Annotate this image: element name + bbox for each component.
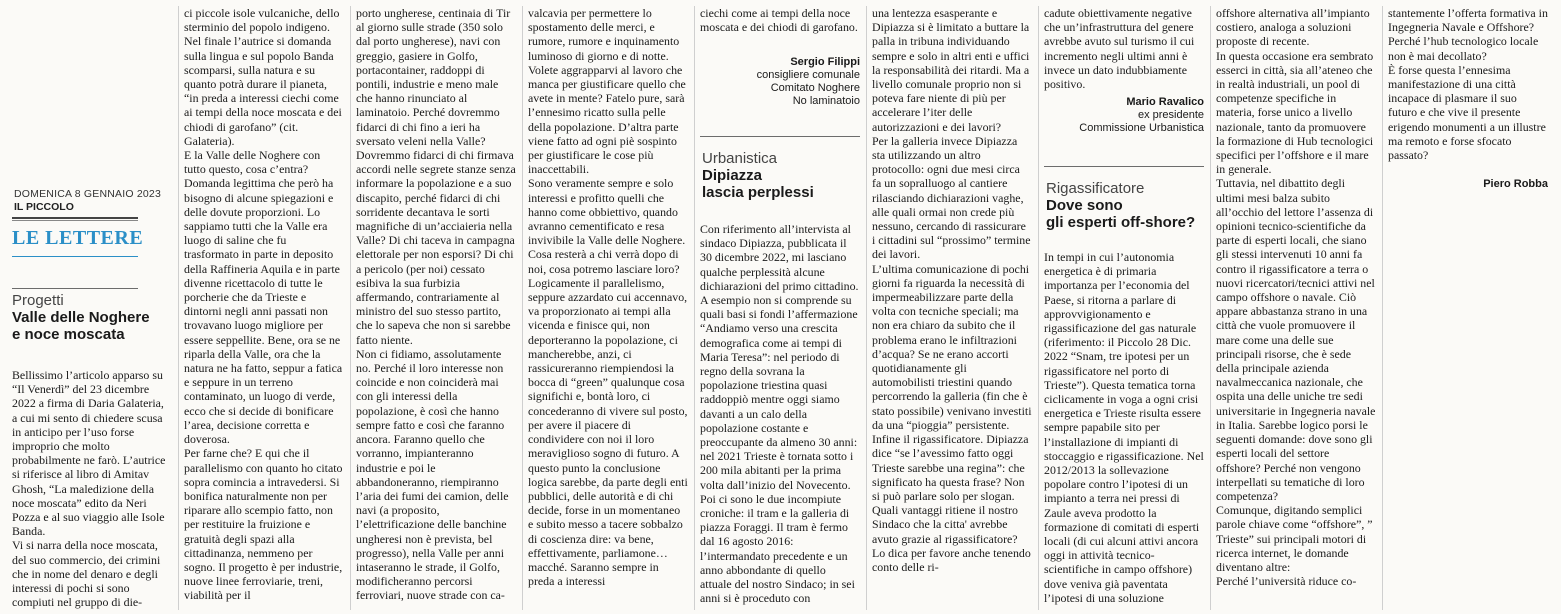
column-divider bbox=[1210, 6, 1211, 610]
article-3-column-1 bbox=[1044, 250, 1204, 610]
article-1-kicker: Progetti bbox=[12, 292, 64, 309]
article-2-column-3 bbox=[1044, 6, 1204, 92]
article-text: offshore alternativa all’impianto costiero, analoga a soluzioni proposte di recente. In questa occasione era sembrato esserci in città, sia all’ateneo che in realtà industriali, un pool di competenze specifiche in materia, forse unico a livello nazionale, tanto da promuovere la formazione di Hub tecnologici specifici per l’offshore e il mare in generale. Tuttavia, nel dibattito degli ultimi mesi balza subito all’occhio del lettore l’assenza di opinioni tecnico-scientifiche da parte di esperti locali, che siano gli stessi intervenuti 10 anni fa contro il rigassificatore a terra o nuovi ricercatori/tecnici attivi nel campo offshore o navale. Ciò appare abbastanza strano in una città che vuole promuovere il mare come una delle sue principali risorse, che è sede della principale azienda navalmeccanica nazionale, che ospita una delle uniche tre sedi universitarie in Ingegneria navale in Italia. Sarebbe logico porsi le seguenti domande: dove sono gli esperti locali del settore offshore? Perché non vengono interpellati su tematiche di loro competenza? Comunque, digitando semplici parole chiave come “offshore”, ” Trieste” sui principali motori di ricerca internet, le domande diventano altre: Perché l’università riduce co- bbox=[1216, 6, 1376, 589]
article-1-title-line2: e noce moscata bbox=[12, 326, 125, 343]
article-1-column-4 bbox=[528, 6, 688, 610]
article-2-title-line2: lascia perplessi bbox=[702, 184, 814, 201]
article-1-rule bbox=[12, 288, 138, 289]
column-divider bbox=[1382, 6, 1383, 610]
article-text: una lentezza esasperante e Dipiazza si è limitato a buttare la palla in tribuna individuando sempre e solo in altri enti e uffici la responsabilità dei ritardi. Ma a livello comunale proprio non si poteva fare niente di più per accelerare l’iter delle autorizzazioni e dei lavori? Per la galleria invece Dipiazza sta utilizzando un altro protocollo: ogni due mesi circa fa un sopralluogo al cantiere rilasciando dichiarazioni vaghe, alle quali ormai non crede più nessuno, cercando di rassicurare i cittadini sul “prossimo” termine dei lavori. L’ultima comunicazione di pochi giorni fa riguarda la necessità di impermeabilizzare parte della volta con tecniche speciali; ma non era chiaro da subito che il problema erano le infiltrazioni d’acqua? Se ne erano accorti quotidianamente gli automobilisti triestini quando percorrendo la galleria (fin che è stato possibile) venivano investiti da una “pioggia” persistente. Infine il rigassificatore. Dipiazza dice “se l’avessimo fatto oggi Trieste sarebbe una regina”: che significato ha questa frase? Non si può parlare solo per slogan. Quali vantaggi ritiene il nostro Sindaco che la citta' avrebbe avuto grazie al rigassificatore? Lo dica per favore anche tenendo conto delle ri- bbox=[872, 6, 1032, 574]
article-3-heading bbox=[1046, 180, 1206, 231]
article-text: Bellissimo l’articolo apparso su “Il Venerdì” del 23 dicembre 2022 a firma di Daria Galateria, a cui mi sento di chiedere scusa in anticipo per l’uso forse improprio che molto probabilmente ne farò. L’autrice si riferisce al libro di Amitav Ghosh, “La maledizione della noce moscata” edito da Neri Pozza e al suo viaggio alle Isole Banda. Vi si narra della noce moscata, del suo commercio, dei crimini che in nome del denaro e degli interessi di pochi si sono compiuti nel gruppo di die- bbox=[12, 368, 166, 610]
article-3-title-line2: gli esperti off-shore? bbox=[1046, 214, 1196, 231]
signature-name: Mario Ravalico bbox=[1126, 96, 1204, 108]
article-1-column-5 bbox=[700, 6, 860, 56]
signature-name: Piero Robba bbox=[1483, 178, 1548, 190]
article-text: ciechi come ai tempi della noce moscata e dei chiodi di garofano. bbox=[700, 6, 858, 35]
article-2-title-line1: Dipiazza bbox=[702, 167, 763, 184]
column-divider bbox=[178, 6, 179, 610]
column-divider bbox=[522, 6, 523, 610]
article-2-column-2 bbox=[872, 6, 1032, 610]
article-1-column-2 bbox=[184, 6, 344, 610]
column-divider bbox=[350, 6, 351, 610]
article-2-column-1 bbox=[700, 222, 860, 610]
article-1-signature bbox=[700, 56, 860, 112]
article-1-heading bbox=[12, 292, 172, 343]
article-3-title-line1: Dove sono bbox=[1046, 197, 1123, 214]
article-text: valcavia per permettere lo spostamento delle merci, e rumore, rumore e inquinamento luminoso di giorno e di notte. Volete aggrapparvi al lavoro che manca per giustificare quello che avete in mente? Fatelo pure, sarà l’ennesimo ricatto sulla pelle della popolazione. D’altra parte viene fatto ad ogni piè sospinto per giustificare le cose più inaccettabili. Sono veramente sempre e solo interessi e profitto quelli che hanno come obbiettivo, quando avranno cementificato e resa invivibile la Valle delle Noghere. Cosa resterà a chi verrà dopo di noi, cosa potremo lasciare loro? Logicamente il parallelismo, seppure azzardato cui accennavo, va proporzionato ai tempi alla vicenda e finisce qui, non deporteranno la popolazione, ci mancherebbe, anzi, ci rassicureranno riempiendosi la bocca di “green” qualunque cosa significhi e, bontà loro, ci concederanno di vivere sul posto, per avere il piacere di condividere con noi il loro meraviglioso sogno di futuro. A questo punto la conclusione logica sarebbe, da parte degli enti pubblici, delle autorità e di chi decide, forse in un momentaneo e subito messo a tacere sobbalzo di coscienza dire: va bene, effettivamente, parliamone… macché. Saranno sempre in preda a interessi bbox=[528, 6, 688, 589]
section-rule bbox=[12, 256, 138, 257]
article-3-signature bbox=[1388, 178, 1548, 194]
article-2-signature bbox=[1044, 96, 1204, 138]
article-text: stantemente l’offerta formativa in Ingegneria Navale e Offshore? Perché l’hub tecnologico locale non è mai decollato? È forse questa l’ennesima manifestazione di una città incapace di plasmare il suo futuro e che vive il presente erigendo monumenti a un illustre ma remoto e forse sfocato passato? bbox=[1388, 6, 1548, 163]
signature-role: consigliere comunale bbox=[756, 69, 860, 81]
column-divider bbox=[866, 6, 867, 610]
article-text: cadute obiettivamente negative che un’infrastruttura del genere avrebbe avuto sul turismo il cui incremento negli ultimi anni è invece un dato indubbiamente positivo. bbox=[1044, 6, 1195, 92]
signature-name: Sergio Filippi bbox=[790, 56, 860, 68]
article-2-kicker: Urbanistica bbox=[702, 150, 778, 167]
signature-role: Comitato Noghere bbox=[770, 82, 860, 94]
article-text: Con riferimento all’intervista al sindaco Dipiazza, pubblicata il 30 dicembre 2022, mi lasciano qualche perplessità alcune dichiarazioni del primo cittadino. A esempio non si comprende su quali basi si fondi l’affermazione “Andiamo verso una crescita demografica come ai tempi di Maria Teresa”: nel periodo di regno della sovrana la popolazione triestina quasi raddoppiò mentre oggi siamo davanti a un calo della popolazione costante e preoccupante da almeno 30 anni: nel 2021 Trieste è tornata sotto i 200 mila abitanti per la prima volta dall’inizio del Novecento. Poi ci sono le due incompiute croniche: il tram e la galleria di piazza Foraggi. Il tram è fermo dal 16 agosto 2016: l’intermandato precedente e un anno abbondante di quello attuale del nostro Sindaco; in sei anni si è proceduto con bbox=[700, 222, 859, 606]
column-divider bbox=[694, 6, 695, 610]
article-1-column-1 bbox=[12, 368, 172, 612]
column-divider bbox=[1038, 6, 1039, 610]
article-text: porto ungherese, centinaia di Tir al giorno sulle strade (350 solo dal porto ungherese), navi con greggio, gasiere in Golfo, portacontainer, raddoppi di pontili, industrie e meno male che hanno rinunciato al laminatoio. Perché dovremmo fidarci di chi fino a ieri ha sversato veleni nella Valle? Dovremmo fidarci di chi firmava accordi nelle segrete stanze senza informare la popolazione e a suo discapito, perché fidarci di chi sorridente decantava le sorti magnifiche di un’acciaieria nella Valle? Di chi taceva in campagna elettorale per non esporsi? Di chi a pericolo (per noi) cessato esibiva la sua furbizia affermando, contrariamente al ministro del suo stesso partito, che lo sapeva che non si sarebbe fatto niente. Non ci fidiamo, assolutamente no. Perché il loro interesse non coincide e non coinciderà mai con gli interessi della popolazione, è così che hanno sempre fatto e così che faranno ancora. Faranno quello che vorranno, impianteranno industrie e poi le abbandoneranno, riempiranno l’aria dei fumi dei camion, delle navi (a proposito, l’elettrificazione delle banchine ungheresi non è prevista, bel progresso), nella Valle per anni intaseranno le strade, il Golfo, modificheranno percorsi ferroviari, nuove strade con ca- bbox=[356, 6, 516, 603]
header-rule bbox=[12, 217, 138, 219]
article-2-rule bbox=[700, 136, 860, 137]
article-3-rule bbox=[1044, 166, 1204, 167]
signature-role: ex presidente bbox=[1137, 109, 1204, 121]
article-1-title-line1: Valle delle Noghere bbox=[12, 309, 150, 326]
article-2-heading bbox=[702, 150, 862, 201]
section-title: LE LETTERE bbox=[12, 227, 144, 249]
dateline: DOMENICA 8 GENNAIO 2023 bbox=[14, 188, 161, 200]
newspaper-name: IL PICCOLO bbox=[14, 201, 74, 213]
article-3-column-3 bbox=[1388, 6, 1548, 176]
header-rule-thin bbox=[12, 220, 138, 221]
article-1-column-3 bbox=[356, 6, 516, 610]
article-3-column-2 bbox=[1216, 6, 1376, 610]
signature-role: No laminatoio bbox=[792, 95, 860, 107]
signature-role: Commissione Urbanistica bbox=[1079, 122, 1204, 134]
article-text: ci piccole isole vulcaniche, dello sterminio del popolo indigeno. Nel finale l’autrice si domanda sulla lingua e sul popolo Banda scomparsi, sulla natura e su quanto potrà durare il pianeta, “in preda a interessi ciechi come ai tempi della noce moscata e dei chiodi di garofano” (cit. Galateria). E la Valle delle Noghere con tutto questo, cosa c’entra? Domanda legittima che però ha bisogno di alcune spiegazioni e delle dovute proporzioni. Lo sappiamo tutti che la Valle era luogo di saline che fu trasformato in parte in deposito della Raffineria Aquila e in parte divenne ricettacolo di tutte le porcherie che da Trieste e dintorni negli anni passati non trovavano luogo migliore per essere seppellite. Bene, ora se ne riparla della Valle, ora che la natura ne ha fatto, seppur a fatica e seppure in un terreno contaminato, un luogo di verde, ecco che si decide di bonificare l’area, decisione corretta e doverosa. Per farne che? E qui che il parallelismo con quanto ho citato sopra comincia a intravedersi. Si bonifica naturalmente non per riparare allo scempio fatto, non per restituire la fruizione e gratuità degli spazi alla cittadinanza, nemmeno per sogno. Il progetto è per industrie, nuove linee ferroviarie, treni, viabilità per il bbox=[184, 6, 343, 603]
article-3-kicker: Rigassificatore bbox=[1046, 180, 1145, 197]
article-text: In tempi in cui l’autonomia energetica è di primaria importanza per l’economia del Paese, si ritorna a parlare di approvvigionamento e rigassificazione del gas naturale (riferimento: il Piccolo 28 Dic. 2022 “Snam, tre ipotesi per un rigassificatore nel porto di Trieste”). Questa tematica torna ciclicamente in voga a ogni crisi energetica e Trieste risulta essere sempre papabile sito per l’installazione di impianti di stoccaggio e rigassificazione. Nel 2012/2013 la sollevazione popolare contro l’ipotesi di un impianto a terra nei pressi di Zaule aveva prodotto la formazione di comitati di esperti locali (di cui alcuni attivi ancora oggi in attività tecnico-scientifiche in campo offshore) dove veniva già paventata l’ipotesi di una soluzione bbox=[1044, 250, 1204, 605]
